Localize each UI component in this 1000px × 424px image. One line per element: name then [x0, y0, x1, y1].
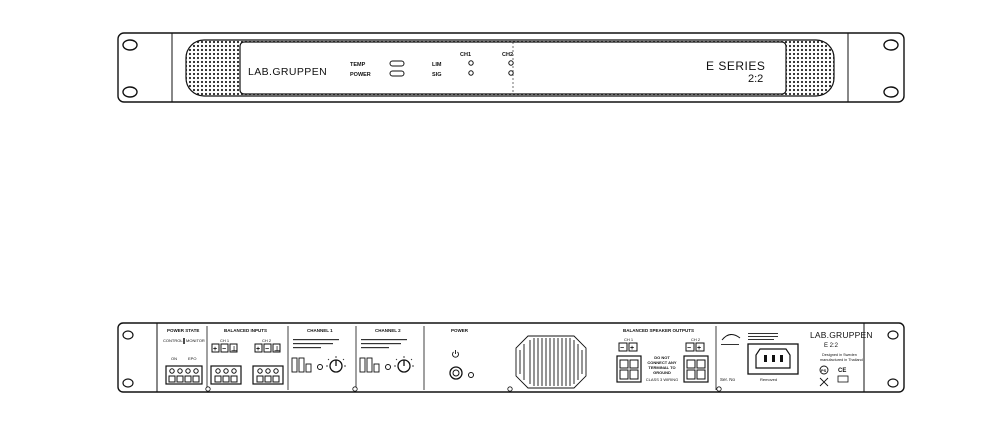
input-ch1-label: CH 1 [220, 338, 230, 343]
lim-label: LIM [432, 62, 442, 68]
designed-line: manufactured in Thailand [820, 358, 863, 362]
ch1-label: CH1 [460, 52, 472, 58]
monitor-label: MONITOR [186, 338, 205, 343]
screw [353, 387, 357, 391]
rack-hole [888, 331, 898, 339]
warning-line: GROUND [653, 370, 671, 375]
rear-model-label: E 2:2 [824, 343, 839, 349]
svg-text:+: + [256, 346, 261, 353]
power-led-rear [469, 373, 474, 378]
designed-line: Designed in Sweden [822, 353, 857, 357]
warning-line: TERMINAL TO [648, 365, 676, 370]
svg-text:PS: PS [821, 368, 827, 373]
svg-text:+: + [213, 346, 218, 353]
temp-label: TEMP [350, 62, 366, 68]
svg-text:−: − [265, 346, 270, 353]
ch1-lim-led [469, 61, 473, 65]
ch1-clip-led [318, 365, 323, 370]
ch2-label: CH2 [502, 52, 514, 58]
ch2-switch[interactable] [367, 358, 372, 372]
output-ch1-label: CH 1 [624, 337, 634, 342]
model-label: 2:2 [748, 73, 764, 85]
screw [717, 387, 721, 391]
speaker-outputs-label: BALANCED SPEAKER OUTPUTS [623, 328, 695, 333]
class3-label: CLASS 3 WIRING [645, 377, 679, 382]
power-state-label: POWER STATE [167, 328, 200, 333]
svg-text:−: − [620, 345, 625, 352]
rack-hole [123, 87, 137, 97]
power-label: POWER [350, 72, 371, 78]
front-brand-logo: LAB.GRUPPEN [248, 66, 328, 78]
temp-led [390, 61, 404, 66]
on-label: ON [171, 356, 177, 361]
rack-hole [884, 87, 898, 97]
screw [508, 387, 512, 391]
channel1-label: CHANNEL 1 [307, 328, 333, 333]
epo-label: EPO [188, 356, 197, 361]
ch1-switch[interactable] [306, 364, 311, 372]
svg-text:⊥: ⊥ [274, 346, 281, 353]
ch2-lim-led [509, 61, 513, 65]
series-label: E SERIES [706, 59, 766, 73]
ch1-switch[interactable] [292, 358, 297, 372]
rack-hole [884, 40, 898, 50]
svg-text:+: + [630, 345, 635, 352]
ch2-switch[interactable] [374, 364, 379, 372]
warning-line: CONNECT ANY [647, 360, 677, 365]
rack-hole [888, 379, 898, 387]
output-ch2-label: CH 2 [691, 337, 701, 342]
ch2-clip-led [386, 365, 391, 370]
svg-text:−: − [687, 345, 692, 352]
ser-no-label: Ser. No [720, 377, 736, 382]
rack-hole [123, 331, 133, 339]
svg-text:−: − [222, 346, 227, 353]
ce-mark-icon: CE [838, 368, 847, 374]
input-ch2-label: CH 2 [262, 338, 272, 343]
svg-text:⊥: ⊥ [231, 346, 238, 353]
svg-text:+: + [697, 345, 702, 352]
screw [206, 387, 210, 391]
rack-hole [123, 40, 137, 50]
front-panel [118, 33, 904, 102]
removed-label: Removed [760, 377, 778, 382]
rear-brand-logo: LAB.GRUPPEN [810, 330, 873, 340]
certification-box-icon [838, 376, 848, 382]
ch2-sig-led [509, 71, 513, 75]
channel2-label: CHANNEL 2 [375, 328, 401, 333]
ch1-sig-led [469, 71, 473, 75]
power-section-label: POWER [451, 328, 469, 333]
control-label: CONTROL [163, 338, 183, 343]
rear-panel [118, 323, 904, 392]
ch1-switch[interactable] [299, 358, 304, 372]
sig-label: SIG [432, 72, 442, 78]
power-led [390, 71, 404, 76]
rack-hole [123, 379, 133, 387]
warning-line: DO NOT [654, 355, 670, 360]
balanced-inputs-label: BALANCED INPUTS [224, 328, 268, 333]
ch2-switch[interactable] [360, 358, 365, 372]
